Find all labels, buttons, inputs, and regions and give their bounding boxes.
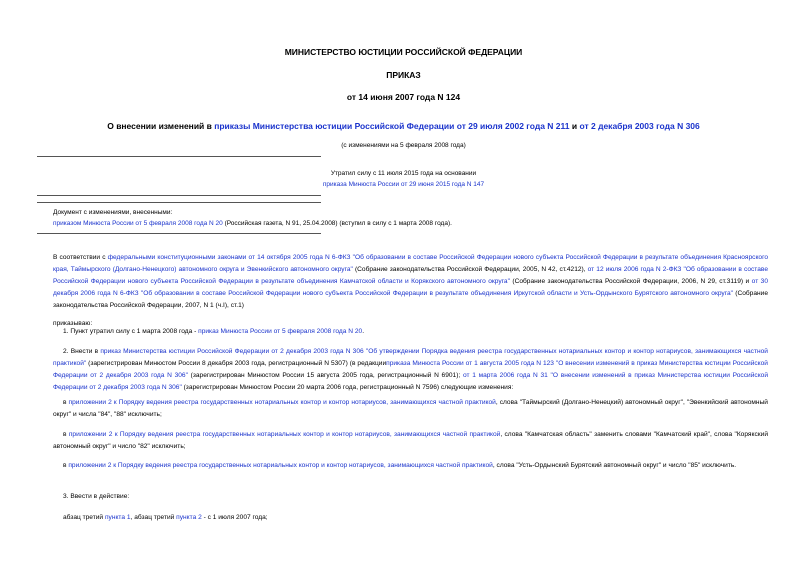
- expired-note: Утратил силу с 11 июля 2015 года на основании: [330, 170, 477, 177]
- subitem-2-link[interactable]: приложении 2 к Порядку ведения реестра государственных нотариальных контор и контор нотариусов, занимающихся частной практикой: [68, 431, 501, 438]
- ministry-heading: МИНИСТЕРСТВО ЮСТИЦИИ РОССИЙСКОЙ ФЕДЕРАЦИИ: [284, 47, 523, 57]
- subitem-3-link[interactable]: приложении 2 к Порядку ведения реестра государственных нотариальных контор и контор нотариусов, занимающихся частной практикой: [68, 462, 493, 469]
- item-2-text: 2. Внести в: [63, 348, 101, 355]
- item-3a: [63, 512, 768, 524]
- item-2-link-order-123[interactable]: приказа Минюста России от 1 августа 2005 года N 123 "О внесении изменений в приказ Министерства юстиции Российской Федерации от 2 декабря 2003 года N 306": [53, 360, 768, 379]
- divider: [37, 195, 321, 196]
- preamble-text: В соответствии с: [53, 254, 108, 261]
- subitem-2: [53, 429, 768, 453]
- item-1: [63, 326, 768, 338]
- item-1-text: 1. Пункт утратил силу с 1 марта 2008 года -: [63, 328, 199, 335]
- subitem-2-text: в: [63, 431, 69, 438]
- doc-changes-link[interactable]: приказом Минюста России от 5 февраля 2008 года N 20: [53, 220, 223, 227]
- item-2-text: (зарегистрирован Минюстом России 15 августа 2005 года, регистрационный N 6901);: [187, 372, 463, 379]
- doc-type-heading: ПРИКАЗ: [386, 70, 421, 80]
- subitem-1-text: в: [63, 399, 69, 406]
- title-mid: и: [569, 121, 580, 131]
- changes-note: (с изменениями на 5 февраля 2008 года): [341, 142, 466, 149]
- item-3a-text: абзац третий: [63, 514, 105, 521]
- date-number-heading: от 14 июня 2007 года N 124: [346, 92, 461, 102]
- title-link-order-306[interactable]: от 2 декабря 2003 года N 306: [579, 121, 700, 131]
- item-2-link-order-31[interactable]: от 1 марта 2006 года N 31 "О внесении изменений в приказ Министерства юстиции Российской Федерации от 2 декабря 2003 года N 306": [53, 372, 768, 391]
- subitem-3: [53, 460, 768, 472]
- item-1-link[interactable]: приказ Минюста России от 5 февраля 2008 года N 20: [198, 328, 363, 335]
- item-3a-text: - с 1 июля 2007 года;: [201, 514, 268, 521]
- expired-link[interactable]: приказа Минюста России от 29 июня 2015 года N 147: [322, 181, 485, 188]
- divider: [37, 233, 321, 234]
- item-2-text: (зарегистрирован Минюстом России 20 марта 2006 года, регистрационный N 7596) следующие изменения:: [181, 384, 514, 391]
- preamble-paragraph: [53, 252, 768, 312]
- preamble-link-2fkz-2006[interactable]: от 12 июля 2006 года N 2-ФКЗ "Об образовании в составе Российской Федерации нового субъекта Российской Федерации в результате объединения Камчатской области и Корякского автономного округа": [53, 266, 768, 285]
- preamble-text: (Собрание законодательства Российской Федерации, 2007, N 1 (ч.I), ст.1): [53, 290, 769, 309]
- document-title: [0, 121, 807, 131]
- subitem-1-link[interactable]: приложении 2 к Порядку ведения реестра государственных нотариальных контор и контор нотариусов, занимающихся частной практикой: [68, 399, 496, 406]
- item-3a-link-p2[interactable]: пункта 2: [176, 514, 202, 521]
- order-word: приказываю:: [53, 320, 93, 327]
- item-2-text: (зарегистрирован Минюстом России 8 декабря 2003 года, регистрационный N 5307) (в редакции: [86, 360, 387, 367]
- subitem-1-rest: , слова "Таймырский (Долгано-Ненецкий) автономный округ", "Эвенкийский автономный округ" и числа "84", "88" исключить;: [53, 399, 768, 418]
- divider: [37, 202, 321, 203]
- preamble-link-6fkz-2006[interactable]: от 30 декабря 2006 года N 6-ФКЗ "Об образовании в составе Российской Федерации нового субъекта Российской Федерации в результате объединения Иркутской области и Усть-Ордынского Бурятского автономного округа": [53, 278, 768, 297]
- item-2: [53, 346, 768, 394]
- subitem-1: [53, 397, 768, 421]
- subitem-3-text: в: [63, 462, 69, 469]
- doc-changes-block: [53, 207, 452, 229]
- doc-changes-rest: (Российская газета, N 91, 25.04.2008) (вступил в силу с 1 марта 2008 года).: [222, 220, 452, 227]
- subitem-2-rest: , слова "Камчатская область" заменить словами "Камчатский край", слова "Корякский автономный округ" и число "82" исключить;: [53, 431, 769, 450]
- preamble-text: (Собрание законодательства Российской Федерации, 2005, N 42, ст.4212),: [352, 266, 588, 273]
- item-3a-text: , абзац третий: [130, 514, 177, 521]
- title-pre: О внесении изменений в: [107, 121, 215, 131]
- subitem-3-rest: , слова "Усть-Ордынский Бурятский автономный округ" и число "85" исключить.: [492, 462, 737, 469]
- item-3a-link-p1[interactable]: пункта 1: [104, 514, 131, 521]
- divider: [37, 156, 321, 157]
- doc-changes-label: Документ с изменениями, внесенными:: [53, 209, 173, 216]
- preamble-text: (Собрание законодательства Российской Федерации, 2006, N 29, ст.3119) и: [509, 278, 752, 285]
- item-2-link-order-306[interactable]: приказ Министерства юстиции Российской Федерации от 2 декабря 2003 года N 306 "Об утверждении Порядка ведения реестра государственных нотариальных контор и контор нотариусов, занимающихся частной практикой": [53, 348, 768, 367]
- preamble-link-6fkz-2005[interactable]: федеральными конституционными законами от 14 октября 2005 года N 6-ФКЗ "Об образовании в составе Российской Федерации нового субъекта Российской Федерации в результате объединения Красноярского края, Таймырского (Долгано-Ненецкого) автономного округа и Эвенкийского автономного округа": [53, 254, 768, 273]
- item-1-end: .: [362, 328, 365, 335]
- doc-changes-line: [53, 218, 452, 229]
- item-3: 3. Ввести в действие:: [63, 493, 130, 500]
- title-link-order-211[interactable]: приказы Министерства юстиции Российской Федерации от 29 июля 2002 года N 211: [214, 121, 570, 131]
